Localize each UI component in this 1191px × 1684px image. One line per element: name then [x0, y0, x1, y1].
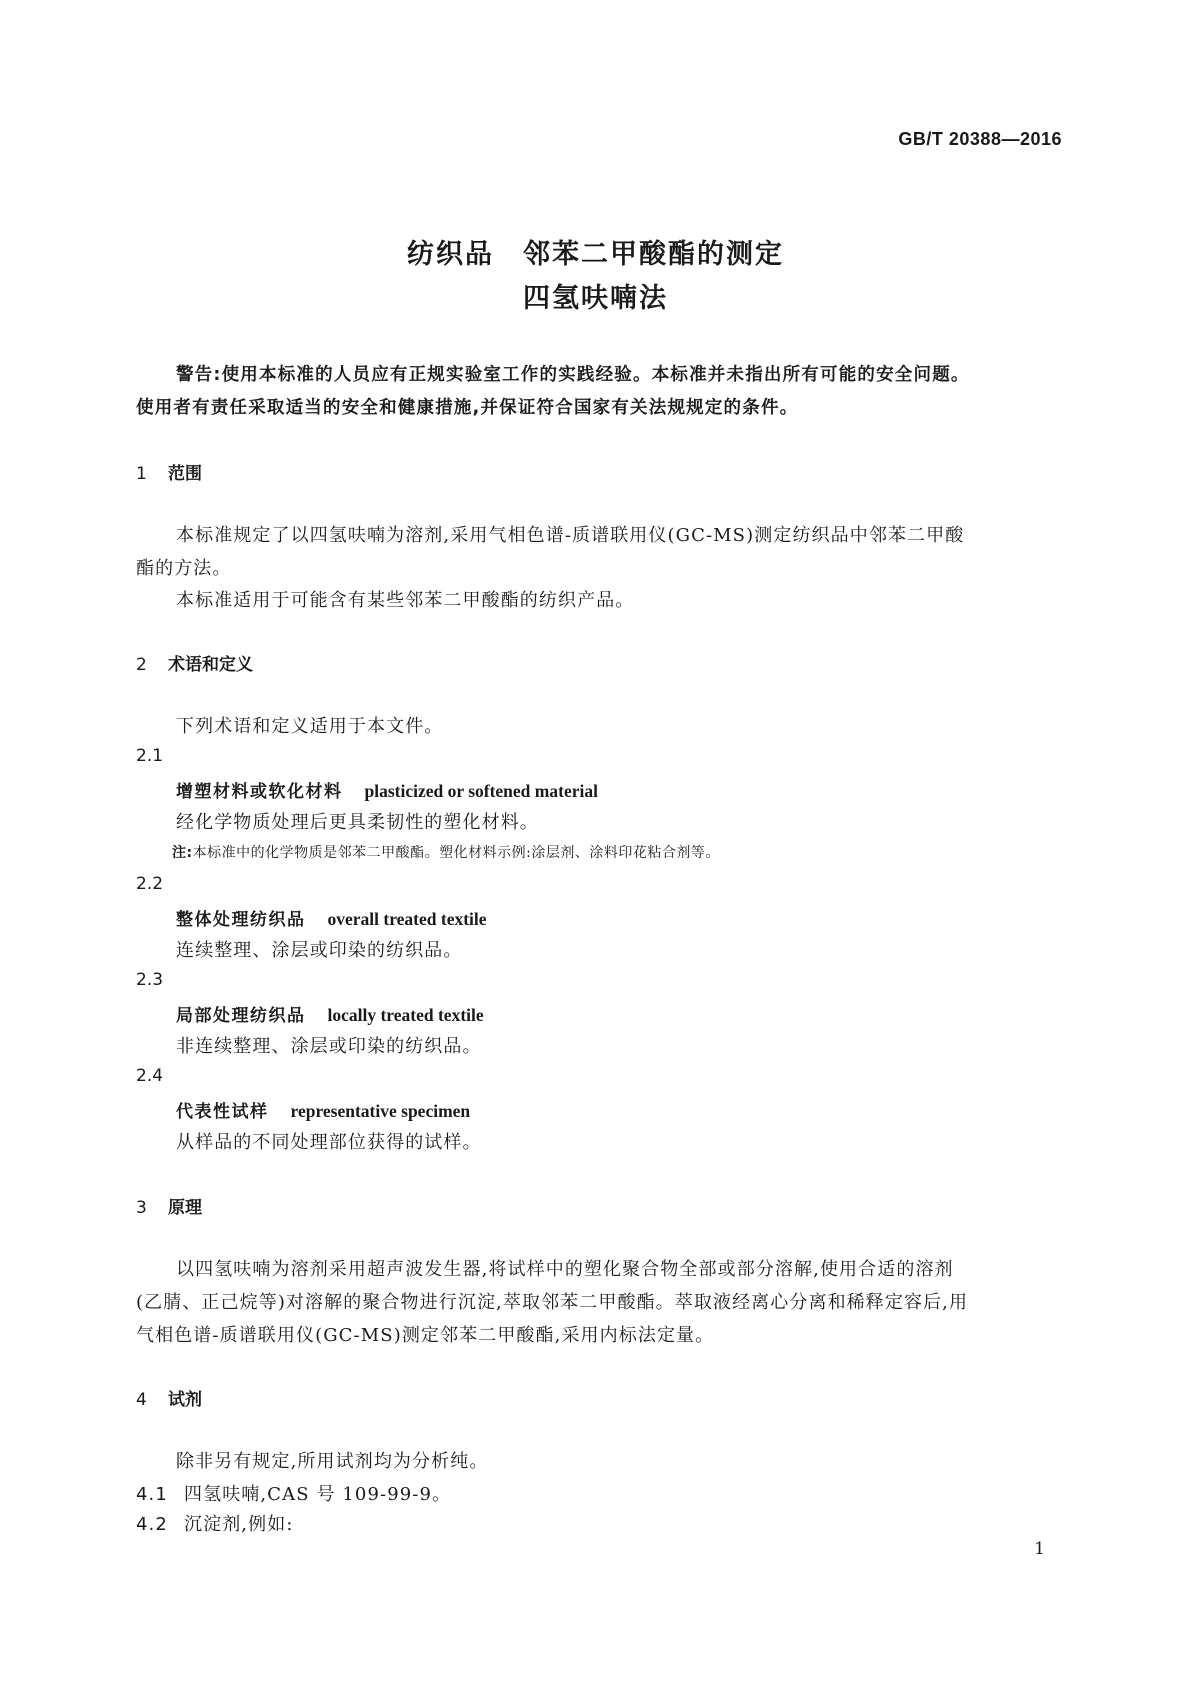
- section-number: 1: [136, 464, 147, 484]
- term-2-4-definition: 从样品的不同处理部位获得的试样。: [176, 1132, 482, 1153]
- document-title-line1: 纺织品 邻苯二甲酸酯的测定: [407, 239, 784, 270]
- section-3-heading: [136, 1193, 202, 1218]
- section-4-intro: 除非另有规定,所用试剂均为分析纯。: [176, 1451, 489, 1472]
- term-2-3-number: 2.3: [136, 970, 164, 990]
- page-number: 1: [1034, 1539, 1045, 1559]
- section-number: 2: [136, 655, 147, 675]
- section-2-heading: [136, 650, 253, 675]
- clause-number: 4.2: [136, 1514, 168, 1535]
- term-en: representative specimen: [290, 1101, 471, 1121]
- section-number: 3: [136, 1198, 147, 1218]
- section-number: 4: [136, 1390, 147, 1410]
- section-3-line1: 以四氢呋喃为溶剂采用超声波发生器,将试样中的塑化聚合物全部或部分溶解,使用合适的溶剂: [176, 1259, 954, 1280]
- standard-number: GB/T 20388—2016: [898, 129, 1062, 149]
- term-2-2-number: 2.2: [136, 874, 164, 894]
- reagent-4-2: [136, 1510, 294, 1536]
- term-2-1-note: [172, 842, 720, 862]
- term-zh: 代表性试样: [176, 1102, 269, 1122]
- section-2-intro: 下列术语和定义适用于本文件。: [176, 716, 444, 737]
- section-3-line3: 气相色谱-质谱联用仪(GC-MS)测定邻苯二甲酸酯,采用内标法定量。: [136, 1325, 715, 1346]
- clause-text: 四氢呋喃,CAS 号 109-99-9。: [184, 1484, 452, 1505]
- term-zh: 整体处理纺织品: [176, 910, 306, 930]
- section-1-para1-line1: 本标准规定了以四氢呋喃为溶剂,采用气相色谱-质谱联用仪(GC-MS)测定纺织品中邻苯二甲酸: [176, 525, 965, 546]
- warning-line1: 警告:使用本标准的人员应有正规实验室工作的实践经验。本标准并未指出所有可能的安全问题。: [176, 365, 970, 385]
- section-title: 试剂: [168, 1390, 202, 1410]
- term-zh: 增塑材料或软化材料: [176, 782, 343, 802]
- term-2-2-heading: [176, 905, 487, 930]
- section-title: 术语和定义: [168, 655, 253, 675]
- term-en: overall treated textile: [327, 909, 487, 929]
- note-text: 本标准中的化学物质是邻苯二甲酸酯。塑化材料示例:涂层剂、涂料印花粘合剂等。: [192, 845, 720, 861]
- safety-warning: [136, 359, 1064, 425]
- term-2-3-heading: [176, 1001, 484, 1026]
- section-title: 原理: [168, 1198, 202, 1218]
- document-title-line2: 四氢呋喃法: [523, 283, 668, 314]
- term-2-4-heading: [176, 1097, 470, 1122]
- warning-line2: 使用者有责任采取适当的安全和健康措施,并保证符合国家有关法规规定的条件。: [136, 398, 799, 418]
- term-2-1-heading: [176, 777, 598, 802]
- term-2-1-definition: 经化学物质处理后更具柔韧性的塑化材料。: [176, 812, 539, 833]
- term-en: locally treated textile: [327, 1005, 484, 1025]
- term-zh: 局部处理纺织品: [176, 1006, 306, 1026]
- section-3-line2: (乙腈、正己烷等)对溶解的聚合物进行沉淀,萃取邻苯二甲酸酯。萃取液经离心分离和稀释定容后,用: [136, 1292, 969, 1313]
- section-1-heading: [136, 459, 202, 484]
- section-1-para2: 本标准适用于可能含有某些邻苯二甲酸酯的纺织产品。: [176, 590, 635, 611]
- term-2-3-definition: 非连续整理、涂层或印染的纺织品。: [176, 1036, 482, 1057]
- clause-text: 沉淀剂,例如:: [184, 1514, 294, 1535]
- term-2-2-definition: 连续整理、涂层或印染的纺织品。: [176, 940, 463, 961]
- term-en: plasticized or softened material: [364, 781, 598, 801]
- section-4-heading: [136, 1385, 202, 1410]
- term-2-1-number: 2.1: [136, 746, 164, 766]
- section-title: 范围: [168, 464, 202, 484]
- term-2-4-number: 2.4: [136, 1066, 164, 1086]
- section-1-para1-line2: 酯的方法。: [136, 558, 232, 579]
- reagent-4-1: [136, 1480, 451, 1506]
- note-label: 注:: [172, 845, 193, 861]
- clause-number: 4.1: [136, 1484, 168, 1505]
